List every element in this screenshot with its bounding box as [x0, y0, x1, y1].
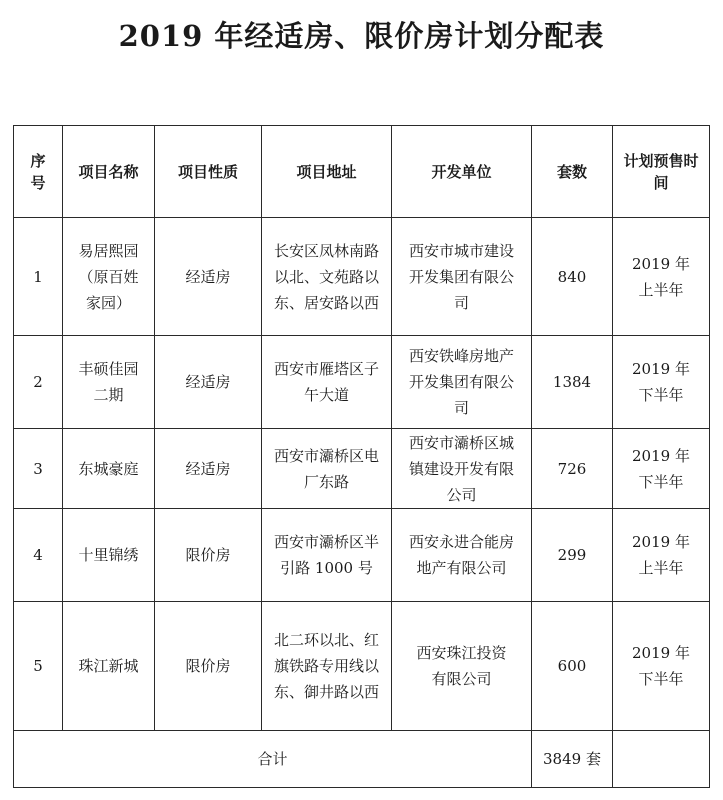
cell-presale: 2019 年下半年: [613, 429, 710, 509]
cell-developer: 西安市灞桥区城镇建设开发有限公司: [392, 429, 532, 509]
cell-developer: 西安铁峰房地产开发集团有限公司: [392, 336, 532, 429]
cell-name: 丰硕佳园二期: [63, 336, 155, 429]
cell-units: 840: [532, 218, 613, 336]
cell-name: 易居熙园（原百姓家园）: [63, 218, 155, 336]
cell-name: 十里锦绣: [63, 509, 155, 602]
cell-seq: 5: [14, 602, 63, 731]
cell-presale: 2019 年下半年: [613, 602, 710, 731]
cell-name: 东城豪庭: [63, 429, 155, 509]
cell-type: 经适房: [155, 429, 262, 509]
cell-name: 珠江新城: [63, 602, 155, 731]
cell-type: 限价房: [155, 509, 262, 602]
total-row: [14, 731, 710, 788]
cell-address: 西安市雁塔区子午大道: [262, 336, 392, 429]
cell-units: 600: [532, 602, 613, 731]
cell-type: 经适房: [155, 336, 262, 429]
header-developer: 开发单位: [392, 126, 532, 218]
cell-units: 299: [532, 509, 613, 602]
cell-address: 北二环以北、红旗铁路专用线以东、御井路以西: [262, 602, 392, 731]
cell-seq: 2: [14, 336, 63, 429]
cell-type: 经适房: [155, 218, 262, 336]
cell-address: 西安市灞桥区电厂东路: [262, 429, 392, 509]
table-header-row: [14, 126, 710, 218]
total-label: 合计: [14, 731, 532, 788]
cell-presale: 2019 年上半年: [613, 218, 710, 336]
total-presale-empty: [613, 731, 710, 788]
allocation-table: [13, 125, 710, 788]
cell-address: 西安市灞桥区半引路 1000 号: [262, 509, 392, 602]
cell-type: 限价房: [155, 602, 262, 731]
header-seq: 序号: [14, 126, 63, 218]
page-title: 2019 年经适房、限价房计划分配表: [118, 19, 605, 53]
table-row: [14, 509, 710, 602]
cell-seq: 1: [14, 218, 63, 336]
header-address: 项目地址: [262, 126, 392, 218]
header-units: 套数: [532, 126, 613, 218]
cell-address: 长安区凤林南路以北、文苑路以东、居安路以西: [262, 218, 392, 336]
total-units: 3849 套: [532, 731, 613, 788]
header-presale: 计划预售时间: [613, 126, 710, 218]
cell-seq: 3: [14, 429, 63, 509]
table-row: [14, 429, 710, 509]
table-row: [14, 336, 710, 429]
cell-presale: 2019 年上半年: [613, 509, 710, 602]
cell-developer: 西安市城市建设开发集团有限公司: [392, 218, 532, 336]
header-name: 项目名称: [63, 126, 155, 218]
cell-developer: 西安永进合能房地产有限公司: [392, 509, 532, 602]
cell-units: 1384: [532, 336, 613, 429]
header-type: 项目性质: [155, 126, 262, 218]
table-row: [14, 602, 710, 731]
cell-units: 726: [532, 429, 613, 509]
cell-seq: 4: [14, 509, 63, 602]
table-row: [14, 218, 710, 336]
cell-presale: 2019 年下半年: [613, 336, 710, 429]
cell-developer: 西安珠江投资有限公司: [392, 602, 532, 731]
